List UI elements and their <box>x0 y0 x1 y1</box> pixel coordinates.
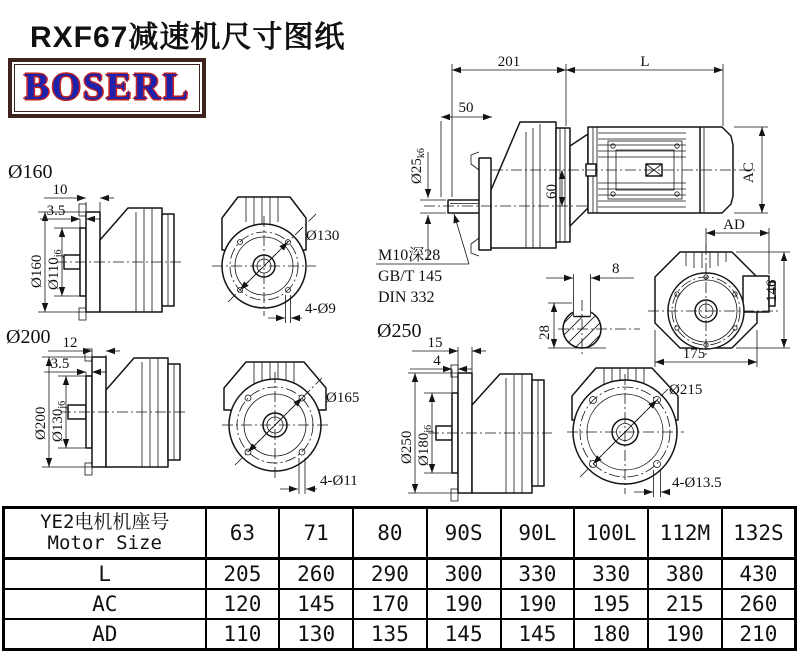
flange160-outer-dia-label: Ø160 <box>29 254 45 288</box>
table-header-cell: 112M <box>648 508 722 559</box>
flange200-spigot-dia-label: $Ø130_{j6}$ <box>50 400 68 442</box>
table-row-label: AC <box>4 589 206 619</box>
table-cell: 145 <box>501 619 575 650</box>
note-gbt145: GB/T 145 <box>378 268 443 285</box>
dim-key-width-label: 8 <box>612 261 620 277</box>
table-cell: 330 <box>501 559 575 590</box>
table-cell: 145 <box>427 619 501 650</box>
table-cell: 380 <box>648 559 722 590</box>
dim-50-label: 50 <box>458 100 474 116</box>
table-header-cell: 80 <box>353 508 427 559</box>
flange200-step-label: 3.5 <box>50 356 70 372</box>
table-cell: 215 <box>648 589 722 619</box>
dim-key-height-label: 28 <box>537 325 553 340</box>
flange160-front-view <box>212 197 339 323</box>
flange250-spigot-dia-label: $Ø180_{j6}$ <box>416 424 434 466</box>
table-header-cell: 100L <box>574 508 648 559</box>
table-row-AD <box>4 619 796 650</box>
flange200-front-view <box>222 362 359 494</box>
table-header-en: Motor Size <box>47 532 162 554</box>
table-cell: 195 <box>574 589 648 619</box>
table-header-motor-size <box>4 508 206 559</box>
table-row-label: L <box>4 559 206 590</box>
dim-146-label: 146 <box>764 279 780 302</box>
flange160-bolt-circle-label: Ø130 <box>306 228 340 244</box>
table-cell: 260 <box>279 559 353 590</box>
table-cell: 430 <box>722 559 796 590</box>
flange160-holes-label: 4-Ø9 <box>305 301 336 317</box>
rear-view <box>648 217 790 367</box>
flange160-label: Ø160 <box>8 161 53 183</box>
table-row-label: AD <box>4 619 206 650</box>
dim-201-label: 201 <box>497 54 521 70</box>
table-cell: 110 <box>206 619 280 650</box>
flange160-thk-label: 10 <box>52 182 68 198</box>
boserl-logo-text: BOSERL <box>24 66 191 108</box>
flange250-side-view <box>377 320 552 501</box>
table-cell: 170 <box>353 589 427 619</box>
table-header-cell: 71 <box>279 508 353 559</box>
table-header-cn: YE2电机机座号 <box>40 511 170 534</box>
table-cell: 190 <box>648 619 722 650</box>
flange160-spigot-dia-label: $Ø110_{j6}$ <box>46 249 64 290</box>
dim-shaft-dia-label: $Ø25_{k6}$ <box>409 148 427 184</box>
flange250-label: Ø250 <box>377 320 422 342</box>
page-title: RXF67减速机尺寸图纸 <box>30 21 346 54</box>
dim-60-label: 60 <box>544 184 560 199</box>
table-cell: 135 <box>353 619 427 650</box>
flange250-thk-label: 15 <box>427 335 443 351</box>
table-cell: 130 <box>279 619 353 650</box>
dim-175-label: 175 <box>682 346 706 362</box>
motor-size-table <box>2 506 797 651</box>
flange200-bolt-circle-label: Ø165 <box>326 390 360 406</box>
flange160-side-view <box>8 161 182 320</box>
table-header-cell: 90L <box>501 508 575 559</box>
flange160-step-label: 3.5 <box>46 203 66 219</box>
flange250-front-view <box>567 368 722 497</box>
note-tapped-hole: M10深28 <box>378 247 441 264</box>
flange250-holes-label: 4-Ø13.5 <box>672 475 722 491</box>
table-cell: 290 <box>353 559 427 590</box>
flange200-thk-label: 12 <box>62 335 78 351</box>
table-header-cell: 90S <box>427 508 501 559</box>
table-cell: 190 <box>427 589 501 619</box>
table-cell: 120 <box>206 589 280 619</box>
table-header-row <box>4 508 796 559</box>
table-row-L <box>4 559 796 590</box>
flange250-outer-dia-label: Ø250 <box>399 430 415 464</box>
dim-AC-label: AC <box>741 162 757 183</box>
dim-L-label: L <box>640 54 650 70</box>
flange250-step-label: 4 <box>433 353 441 369</box>
table-header-cell: 63 <box>206 508 280 559</box>
flange200-side-view <box>6 326 188 475</box>
table-header-cell: 132S <box>722 508 796 559</box>
table-cell: 205 <box>206 559 280 590</box>
note-din332: DIN 332 <box>378 289 435 306</box>
key-section-view <box>515 261 649 360</box>
table-cell: 300 <box>427 559 501 590</box>
flange200-holes-label: 4-Ø11 <box>320 473 358 489</box>
table-cell: 260 <box>722 589 796 619</box>
flange200-label: Ø200 <box>6 326 51 348</box>
dim-AD-label: AD <box>723 217 745 233</box>
table-row-AC <box>4 589 796 619</box>
flange250-bolt-circle-label: Ø215 <box>669 382 703 398</box>
table-cell: 145 <box>279 589 353 619</box>
flange200-outer-dia-label: Ø200 <box>33 406 49 440</box>
table-cell: 210 <box>722 619 796 650</box>
table-cell: 330 <box>574 559 648 590</box>
table-cell: 180 <box>574 619 648 650</box>
table-cell: 190 <box>501 589 575 619</box>
